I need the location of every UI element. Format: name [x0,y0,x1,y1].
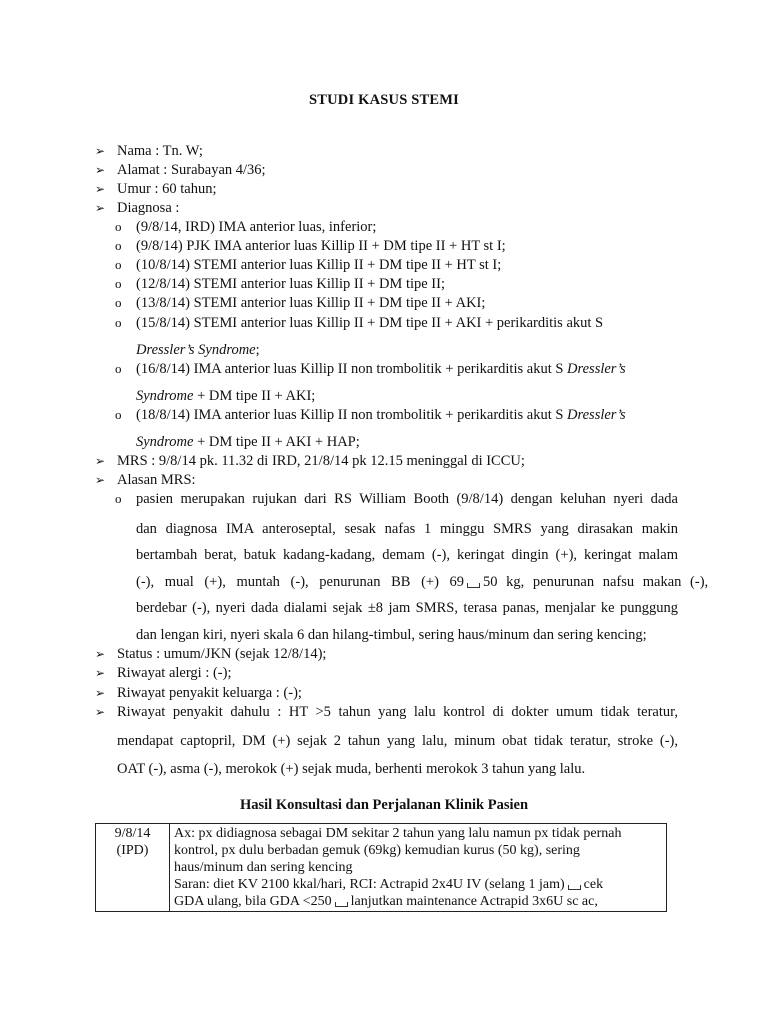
circle-bullet-icon: o [115,361,122,376]
circle-bullet-icon: o [115,257,122,272]
arrow-bullet-icon: ➢ [95,647,106,661]
clinical-table [95,823,667,912]
circle-bullet-icon: o [115,407,122,422]
arrow-bullet-icon: ➢ [95,473,106,487]
arrow-bullet-icon: ➢ [95,163,106,177]
arrow-symbol-icon [467,583,480,588]
table-row [96,824,667,912]
circle-bullet-icon: o [115,295,122,310]
diagnosa-item-continuation: Syndrome + DM tipe II + AKI + HAP; [136,434,360,450]
table-date-cell: 9/8/14 (IPD) [96,824,170,912]
circle-bullet-icon: o [115,491,122,506]
document-title: STUDI KASUS STEMI [308,92,460,108]
circle-bullet-icon: o [115,276,122,291]
circle-bullet-icon: o [115,238,122,253]
diagnosa-item-continuation: Dressler’s Syndrome; [136,342,260,358]
document-page: STUDI KASUS STEMI ➢ Nama : Tn. W; ➢ Alamat : Surabayan 4/36; ➢ Umur : 60 tahun; ➢ Diagnosa : o (9/8/14, IRD) IMA anterior luas, inferior; o (9/8/14) PJK IMA anterior luas Killip II + DM tipe II + HT st I; o (10/8/14) STEMI anterior luas Killip II + DM tipe II + HT st I; o (12/8/14) STEMI anterior luas Killip II + DM tipe II; o (13/8/14) STEMI anterior luas Killip II + DM tipe II + AKI; o (15/8/14) STEMI anterior luas Killip II + DM tipe II + AKI + perikarditis akut S Dressler’s Syndrome; o (16/8/14) IMA anterior luas Killip II non trombolitik + perikarditis akut S Dressler’s Syndrome + DM tipe II + AKI; o (18/8/14) IMA anterior luas Killip II non trombolitik + perikarditis akut S Dressler’s Syndrome + DM tipe II + AKI + HAP; ➢ MRS : 9/8/14 pk. 11.32 di IRD, 21/8/14 pk 12.15 meninggal di ICCU; ➢ Alasan MRS: o pasien merupakan rujukan dari RS William Booth (9/8/14) dengan keluhan nyeri dada dan diagnosa IMA anteroseptal, sesak nafas 1 minggu SMRS yang dirasakan makin bertambah berat, batuk kadang-kadang, demam (-), keringat dingin (+), keringat malam (-), mual (+), muntah (-), penurunan BB (+) 69 50 kg, penurunan nafsu makan (-), berdebar (-), nyeri dada dialami sejak ±8 jam SMRS, terasa panas, menjalar ke punggung dan lengan kiri, nyeri skala 6 dan hilang-timbul, sering haus/minum dan sering kencing; ➢ Status : umum/JKN (sejak 12/8/14); ➢ Riwayat alergi : (-); ➢ Riwayat penyakit keluarga : (-); ➢ Riwayat penyakit dahulu : HT >5 tahun yang lalu kontrol di dokter umum tidak teratur, mendapat captopril, DM (+) sejak 2 tahun yang lalu, minum obat tidak teratur, stroke (-), OAT (-), asma (-), merokok (+) sejak muda, berhenti merokok 3 tahun yang lalu. Hasil Konsultasi dan Perjalanan Klinik Pasien 9/8/14 (IPD) Ax: px didiagnosa sebagai DM sekitar 2 tahun yang lalu namun px tidak pernah kontrol, px dulu berbadan gemuk (69kg) kemudian kurus (50 kg), sering haus/minum dan sering kencing Saran: diet KV 2100 kkal/hari, RCI: Actrapid 2x4U IV (selang 1 jam) cek GDA ulang, bila GDA <250 lanjutkan maintenance Actrapid 3x6U sc ac, [0,0,768,1024]
circle-bullet-icon: o [115,315,122,330]
arrow-bullet-icon: ➢ [95,201,106,215]
table-note-cell: Ax: px didiagnosa sebagai DM sekitar 2 tahun yang lalu namun px tidak pernah kontrol, px dulu berbadan gemuk (69kg) kemudian kurus (50 kg), sering haus/minum dan sering kencing Saran: diet KV 2100 kkal/hari, RCI: Actrapid 2x4U IV (selang 1 jam) cek GDA ulang, bila GDA <250 lanjutkan maintenance Actrapid 3x6U sc ac, [170,824,667,912]
section-title: Hasil Konsultasi dan Perjalanan Klinik Pasien [239,797,529,813]
circle-bullet-icon: o [115,219,122,234]
arrow-bullet-icon: ➢ [95,182,106,196]
arrow-bullet-icon: ➢ [95,144,106,158]
arrow-bullet-icon: ➢ [95,705,106,719]
arrow-symbol-icon [568,885,581,890]
diagnosa-item-continuation: Syndrome + DM tipe II + AKI; [136,388,316,404]
arrow-bullet-icon: ➢ [95,666,106,680]
arrow-symbol-icon [335,902,348,907]
weight-change-line: (-), mual (+), muntah (-), penurunan BB (+) 69 50 kg, penurunan nafsu makan (-), [136,574,709,590]
arrow-bullet-icon: ➢ [95,686,106,700]
arrow-bullet-icon: ➢ [95,454,106,468]
